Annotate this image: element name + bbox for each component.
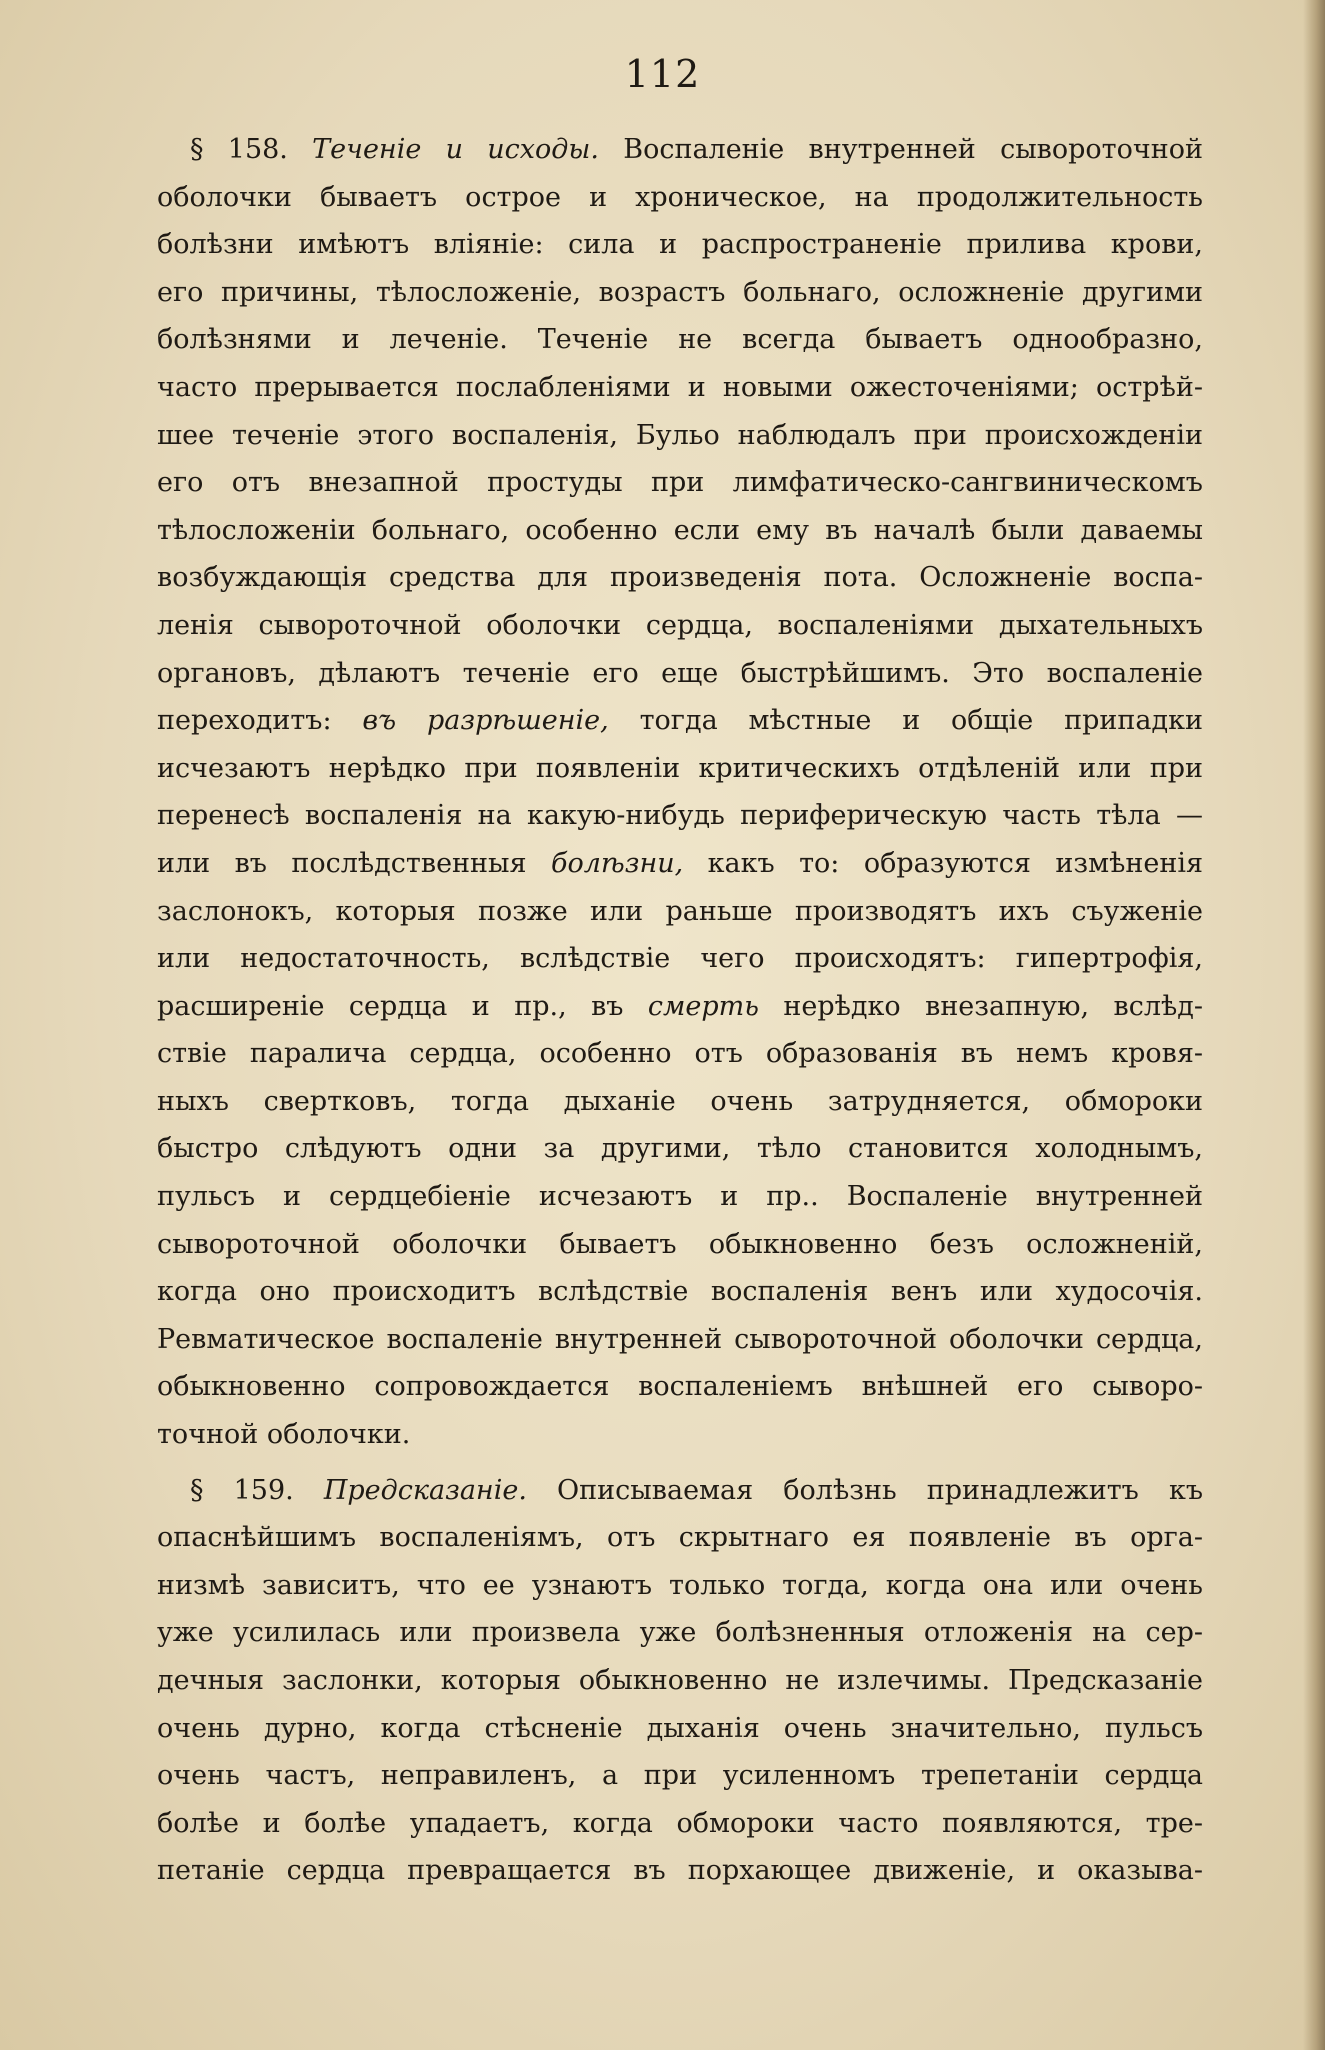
text-line [157, 792, 1203, 840]
text-line [157, 1752, 1203, 1800]
text-run: Ревматическое воспаленіе внутренней сывороточной оболочки сердца, [157, 1323, 1203, 1355]
text-line [157, 650, 1203, 698]
italic-heading: Предсказаніе. [323, 1474, 527, 1506]
text-line [157, 935, 1203, 983]
text-line [157, 221, 1203, 269]
italic-heading: смерть [647, 990, 759, 1022]
text-run: обыкновенно сопровождается воспаленіемъ внѣшней его сыворо- [157, 1371, 1203, 1403]
text-line [157, 459, 1203, 507]
text-line [157, 1363, 1203, 1411]
text-line [157, 983, 1203, 1031]
text-run: шее теченіе этого воспаленія, Бульо наблюдалъ при происхожденіи [157, 419, 1203, 451]
italic-heading: Теченіе и исходы. [312, 134, 599, 165]
text-run: ствіе паралича сердца, особенно отъ образованія въ немъ кровя- [157, 1038, 1203, 1070]
section-158 [157, 126, 1203, 1459]
text-line [157, 1847, 1203, 1895]
text-run: или въ послѣдственныя [157, 847, 551, 879]
text-run: часто прерывается послабленіями и новыми ожесточеніями; острѣй- [157, 371, 1203, 403]
text-line [157, 554, 1203, 602]
italic-heading: въ разрѣшеніе, [362, 705, 609, 737]
text-run: оболочки бываетъ острое и хроническое, на продолжительность [157, 181, 1203, 213]
text-run: тогда мѣстные и общіе припадки [608, 705, 1203, 737]
text-line [157, 364, 1203, 412]
text-run: возбуждающія средства для произведенія пота. Осложненіе воспа- [157, 562, 1203, 594]
text-run: болѣзнями и леченіе. Теченіе не всегда бываетъ однообразно, [157, 324, 1203, 356]
page-number: 112 [624, 52, 701, 96]
text-run: очень дурно, когда стѣсненіе дыханія очень значительно, пульсъ [157, 1712, 1203, 1744]
text-line [157, 1609, 1203, 1657]
text-line [157, 840, 1203, 888]
text-run: какъ то: образуются измѣненія [683, 847, 1203, 879]
text-line [157, 269, 1203, 317]
text-line [157, 316, 1203, 364]
text-run: исчезаютъ нерѣдко при появленіи критическихъ отдѣленій или при [157, 752, 1203, 784]
text-line [157, 412, 1203, 460]
text-run: очень частъ, неправиленъ, а при усиленномъ трепетаніи сердца [157, 1760, 1203, 1792]
text-line [157, 888, 1203, 936]
text-run: уже усилилась или произвела уже болѣзненныя отложенія на сер- [157, 1617, 1203, 1649]
text-run: когда оно происходитъ вслѣдствіе воспаленія венъ или худосочія. [157, 1276, 1203, 1308]
text-run: § 158. [190, 134, 313, 165]
text-run: расширеніе сердца и пр., въ [157, 990, 648, 1022]
text-run: тѣлосложеніи больнаго, особенно если ему въ началѣ были даваемы [157, 514, 1203, 546]
italic-heading: болѣзни, [551, 847, 684, 879]
body-text [157, 126, 1203, 1895]
text-run: его отъ внезапной простуды при лимфатическо-сангвиническомъ [157, 467, 1203, 499]
text-run: Описываемая болѣзнь принадлежитъ къ [526, 1474, 1203, 1506]
text-run: его причины, тѣлосложеніе, возрастъ больнаго, осложненіе другими [157, 276, 1203, 308]
text-run: ленія сывороточной оболочки сердца, воспаленіями дыхательныхъ [157, 609, 1203, 641]
text-line [157, 697, 1203, 745]
text-line [157, 1514, 1203, 1562]
text-line [157, 1467, 1203, 1515]
text-line [157, 602, 1203, 650]
section-159 [157, 1467, 1203, 1895]
text-run: точной оболочки. [157, 1419, 411, 1451]
text-line [157, 1705, 1203, 1753]
text-run: пульсъ и сердцебіеніе исчезаютъ и пр.. Воспаленіе внутренней [157, 1181, 1203, 1213]
text-run: быстро слѣдуютъ одни за другими, тѣло становится холоднымъ, [157, 1133, 1203, 1165]
text-line [157, 1800, 1203, 1848]
text-line [157, 174, 1203, 222]
text-run: нерѣдко внезапную, вслѣд- [758, 990, 1203, 1022]
text-line [157, 1125, 1203, 1173]
text-line [157, 1411, 1203, 1459]
text-run: болѣе и болѣе упадаетъ, когда обмороки часто появляются, тре- [157, 1807, 1203, 1839]
text-run: § 159. [190, 1474, 324, 1506]
text-run: петаніе сердца превращается въ порхающее движеніе, и оказыва- [157, 1855, 1203, 1887]
text-run: или недостаточность, вслѣдствіе чего происходятъ: гипертрофія, [157, 943, 1203, 975]
text-run: дечныя заслонки, которыя обыкновенно не излечимы. Предсказаніе [157, 1665, 1203, 1696]
text-line [157, 1657, 1203, 1705]
text-run: органовъ, дѣлаютъ теченіе его еще быстрѣйшимъ. Это воспаленіе [157, 657, 1203, 689]
text-line [157, 1078, 1203, 1126]
text-run: переходитъ: [157, 705, 363, 737]
text-line [157, 1173, 1203, 1221]
text-line [157, 1268, 1203, 1316]
text-line [157, 126, 1203, 174]
text-run: Воспаленіе внутренней сывороточной [598, 134, 1203, 165]
text-run: болѣзни имѣютъ вліяніе: сила и распространеніе прилива крови, [157, 229, 1203, 261]
text-run: заслонокъ, которыя позже или раньше производятъ ихъ съуженіе [157, 895, 1203, 927]
text-run: опаснѣйшимъ воспаленіямъ, отъ скрытнаго ея появленіе въ орга- [157, 1522, 1203, 1554]
text-line [157, 1030, 1203, 1078]
text-run: сывороточной оболочки бываетъ обыкновенно безъ осложненій, [157, 1228, 1203, 1260]
text-run: низмѣ зависитъ, что ее узнаютъ только тогда, когда она или очень [157, 1569, 1203, 1601]
text-run: ныхъ свертковъ, тогда дыханіе очень затрудняется, обмороки [157, 1085, 1203, 1117]
text-line [157, 507, 1203, 555]
text-run: перенесѣ воспаленія на какую-нибудь периферическую часть тѣла — [157, 800, 1203, 832]
text-line [157, 1316, 1203, 1364]
text-line [157, 745, 1203, 793]
text-line [157, 1221, 1203, 1269]
text-line [157, 1562, 1203, 1610]
